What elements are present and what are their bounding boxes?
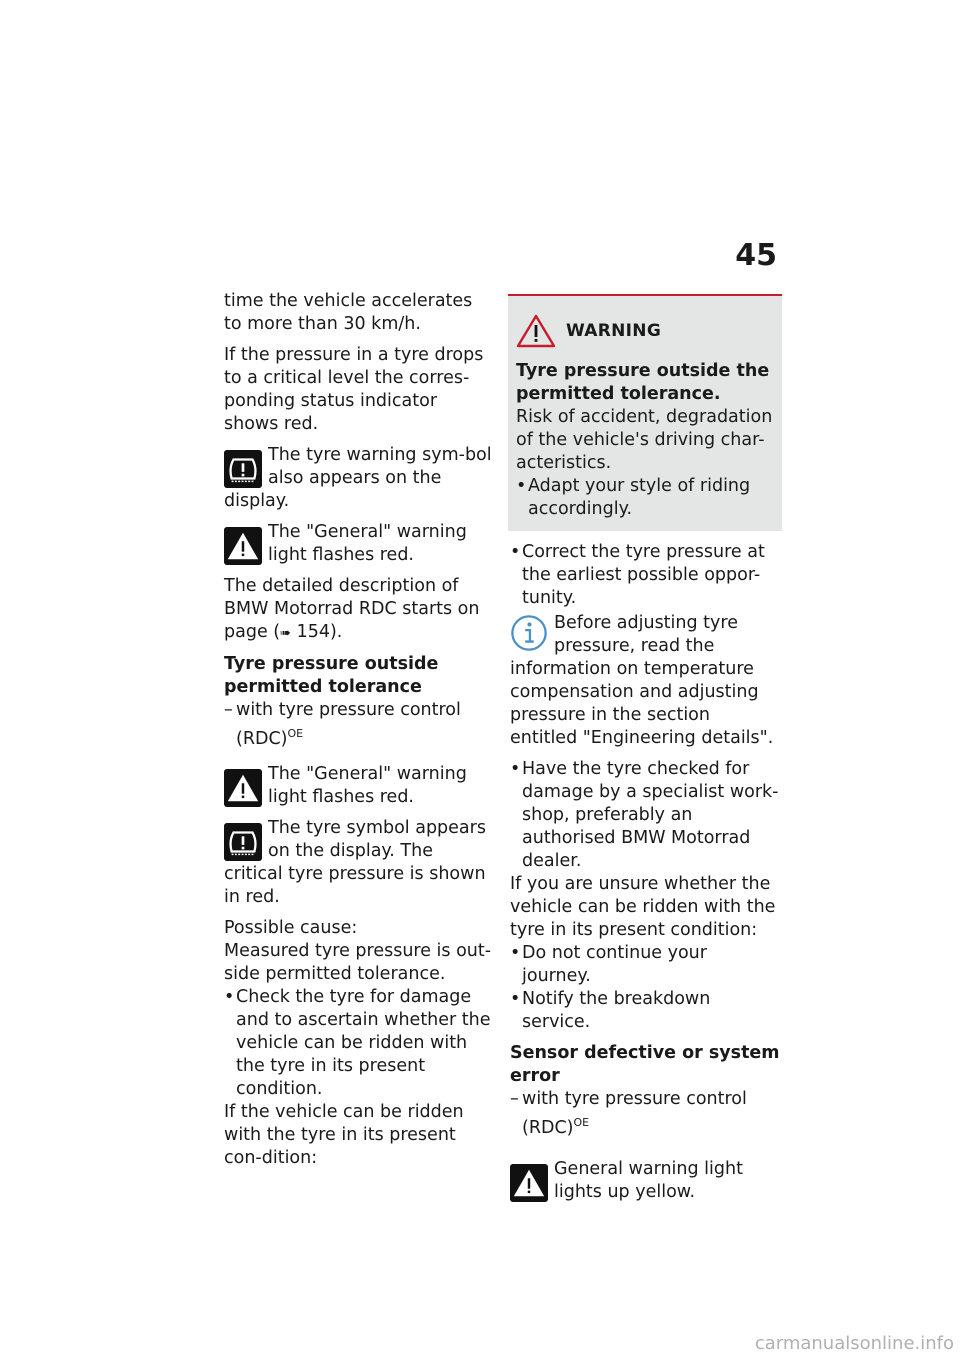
general-warning-note: The "General" warning light flashes red. bbox=[224, 521, 492, 567]
warning-title: WARNING bbox=[516, 314, 774, 348]
paragraph: If the vehicle can be ridden with the tyre in its present con-dition: bbox=[224, 1101, 464, 1168]
warning-triangle-icon bbox=[516, 314, 556, 348]
page-number: 45 bbox=[735, 238, 777, 273]
general-warning-note: General warning light lights up yellow. bbox=[510, 1158, 780, 1204]
bullet-item: • Do not continue your journey. bbox=[510, 943, 707, 986]
dash-item: – with tyre pressure control (RDC)$^{OE}$ bbox=[510, 1089, 747, 1138]
paragraph: Possible cause: bbox=[224, 917, 358, 938]
bullet-item: • Check the tyre for damage and to ascertain whether the vehicle can be ridden with the tyre in its present condition. bbox=[224, 986, 491, 1099]
tyre-pressure-icon bbox=[224, 823, 262, 861]
paragraph: Measured tyre pressure is out-side permitted tolerance. bbox=[224, 940, 492, 984]
arrow-icon: ➠ bbox=[280, 626, 292, 641]
page-reference: The detailed description of BMW Motorrad RDC starts on page (➠ 154). bbox=[224, 576, 480, 642]
general-warning-icon bbox=[224, 527, 262, 565]
info-icon bbox=[510, 614, 548, 652]
paragraph: If you are unsure whether the vehicle can be ridden with the tyre in its present condition: bbox=[510, 874, 776, 940]
warning-text: Risk of accident, degradation of the vehicle's driving char-acteristics. bbox=[516, 407, 773, 473]
paragraph: If the pressure in a tyre drops to a critical level the corres-ponding status indicator shows red. bbox=[224, 345, 484, 434]
dash-item: – with tyre pressure control (RDC)$^{OE}$ bbox=[224, 700, 461, 749]
bullet-item: • Adapt your style of riding accordingly. bbox=[516, 476, 751, 519]
tyre-pressure-icon bbox=[224, 450, 262, 488]
tyre-symbol-note: The tyre symbol appears on the display. The critical tyre pressure is shown in red. bbox=[224, 817, 486, 907]
watermark: carmanualsonline.info bbox=[754, 1333, 954, 1354]
left-column bbox=[224, 290, 492, 1178]
general-warning-note: The "General" warning light flashes red. bbox=[224, 763, 492, 809]
warning-heading: Tyre pressure outside the permitted tolerance. bbox=[516, 361, 770, 404]
warning-box bbox=[508, 294, 782, 531]
right-column bbox=[510, 294, 780, 1212]
bullet-item: • Have the tyre checked for damage by a specialist work-shop, preferably an authorised BMW Motorrad dealer. bbox=[510, 759, 779, 871]
general-warning-icon bbox=[224, 769, 262, 807]
bullet-item: • Notify the breakdown service. bbox=[510, 989, 711, 1032]
bullet-item: • Correct the tyre pressure at the earliest possible oppor-tunity. bbox=[510, 542, 765, 608]
tyre-warning-symbol-note: The tyre warning sym-bol also appears on the display. bbox=[224, 445, 492, 511]
general-warning-icon bbox=[510, 1164, 548, 1202]
section-heading: Tyre pressure outside permitted tolerance bbox=[224, 654, 439, 697]
info-note: Before adjusting tyre pressure, read the information on temperature compensation and adjusting pressure in the section entitled "Engineering details". bbox=[510, 613, 774, 748]
paragraph: time the vehicle accelerates to more than 30 km/h. bbox=[224, 291, 473, 334]
section-heading: Sensor defective or system error bbox=[510, 1043, 780, 1086]
